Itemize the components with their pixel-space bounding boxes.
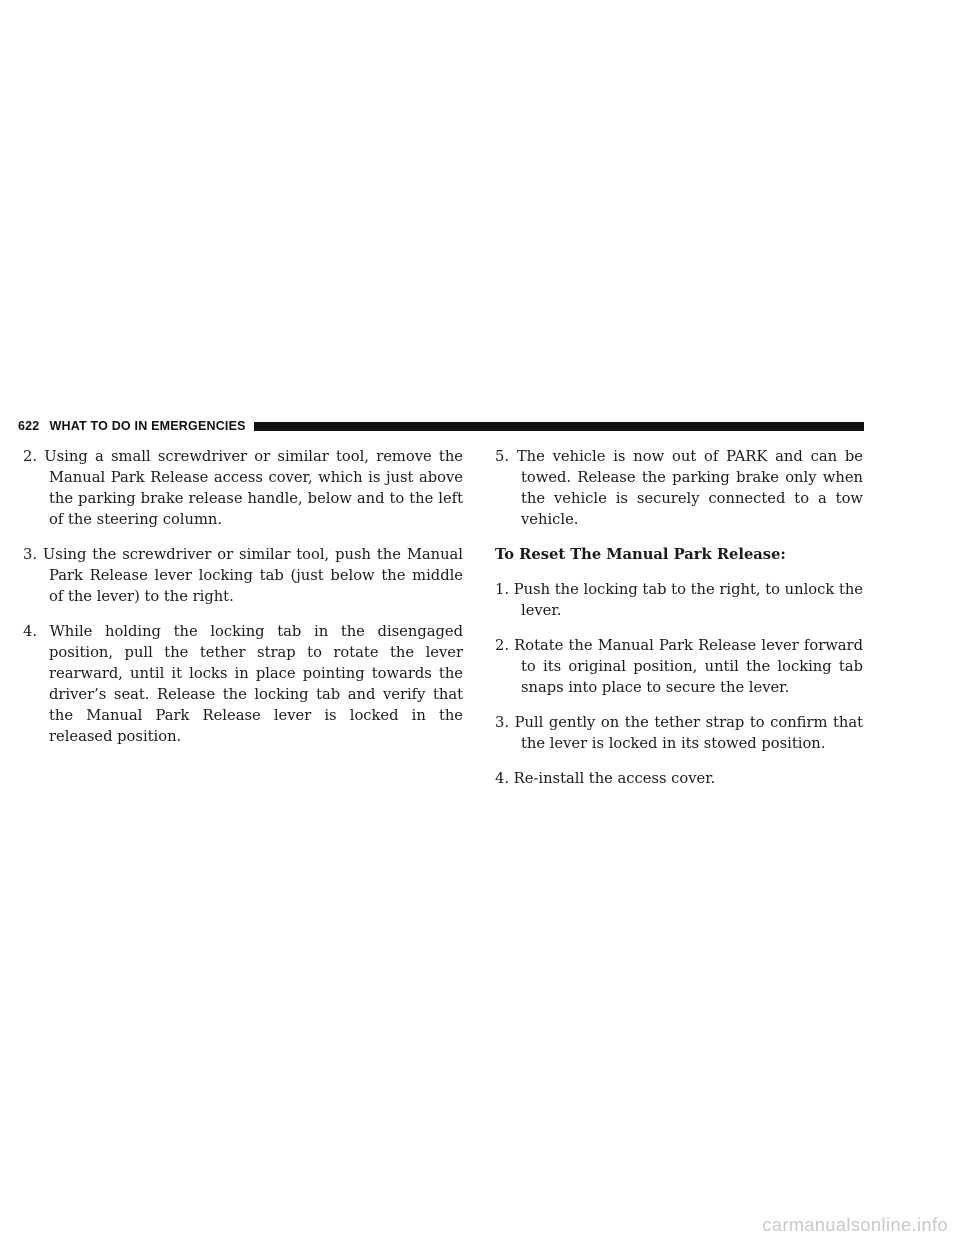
watermark: carmanualsonline.info: [762, 1215, 948, 1235]
reset-step-4: 4. Re-install the access cover.: [495, 770, 716, 787]
step-2: 2. Using a small screwdriver or similar tool, remove the Manual Park Release access cover, which is just above the parking brake release handle, below and to the left of the steering column.: [23, 448, 463, 528]
reset-step-1: 1. Push the locking tab to the right, to unlock the lever.: [495, 581, 863, 619]
page-header: [18, 419, 864, 433]
step-4: 4. While holding the locking tab in the disengaged position, pull the tether strap to rotate the lever rearward, until it locks in place pointing towards the driver’s seat. Release the locking tab and verify that the Manual Park Release lever is locked in the released position.: [23, 623, 463, 745]
page-number: 622: [18, 419, 40, 433]
reset-step-2: 2. Rotate the Manual Park Release lever forward to its original position, until the locking tab snaps into place to secure the lever.: [495, 637, 863, 696]
right-column: [495, 446, 863, 803]
step-5: 5. The vehicle is now out of PARK and can be towed. Release the parking brake only when the vehicle is securely connected to a tow vehicle.: [495, 448, 863, 528]
left-column: [23, 446, 463, 761]
reset-subheading: To Reset The Manual Park Release:: [495, 546, 786, 563]
reset-step-3: 3. Pull gently on the tether strap to confirm that the lever is locked in its stowed position.: [495, 714, 863, 752]
header-rule: [254, 422, 864, 431]
step-3: 3. Using the screwdriver or similar tool, push the Manual Park Release lever locking tab (just below the middle of the lever) to the right.: [23, 546, 463, 605]
section-title: WHAT TO DO IN EMERGENCIES: [49, 419, 246, 433]
